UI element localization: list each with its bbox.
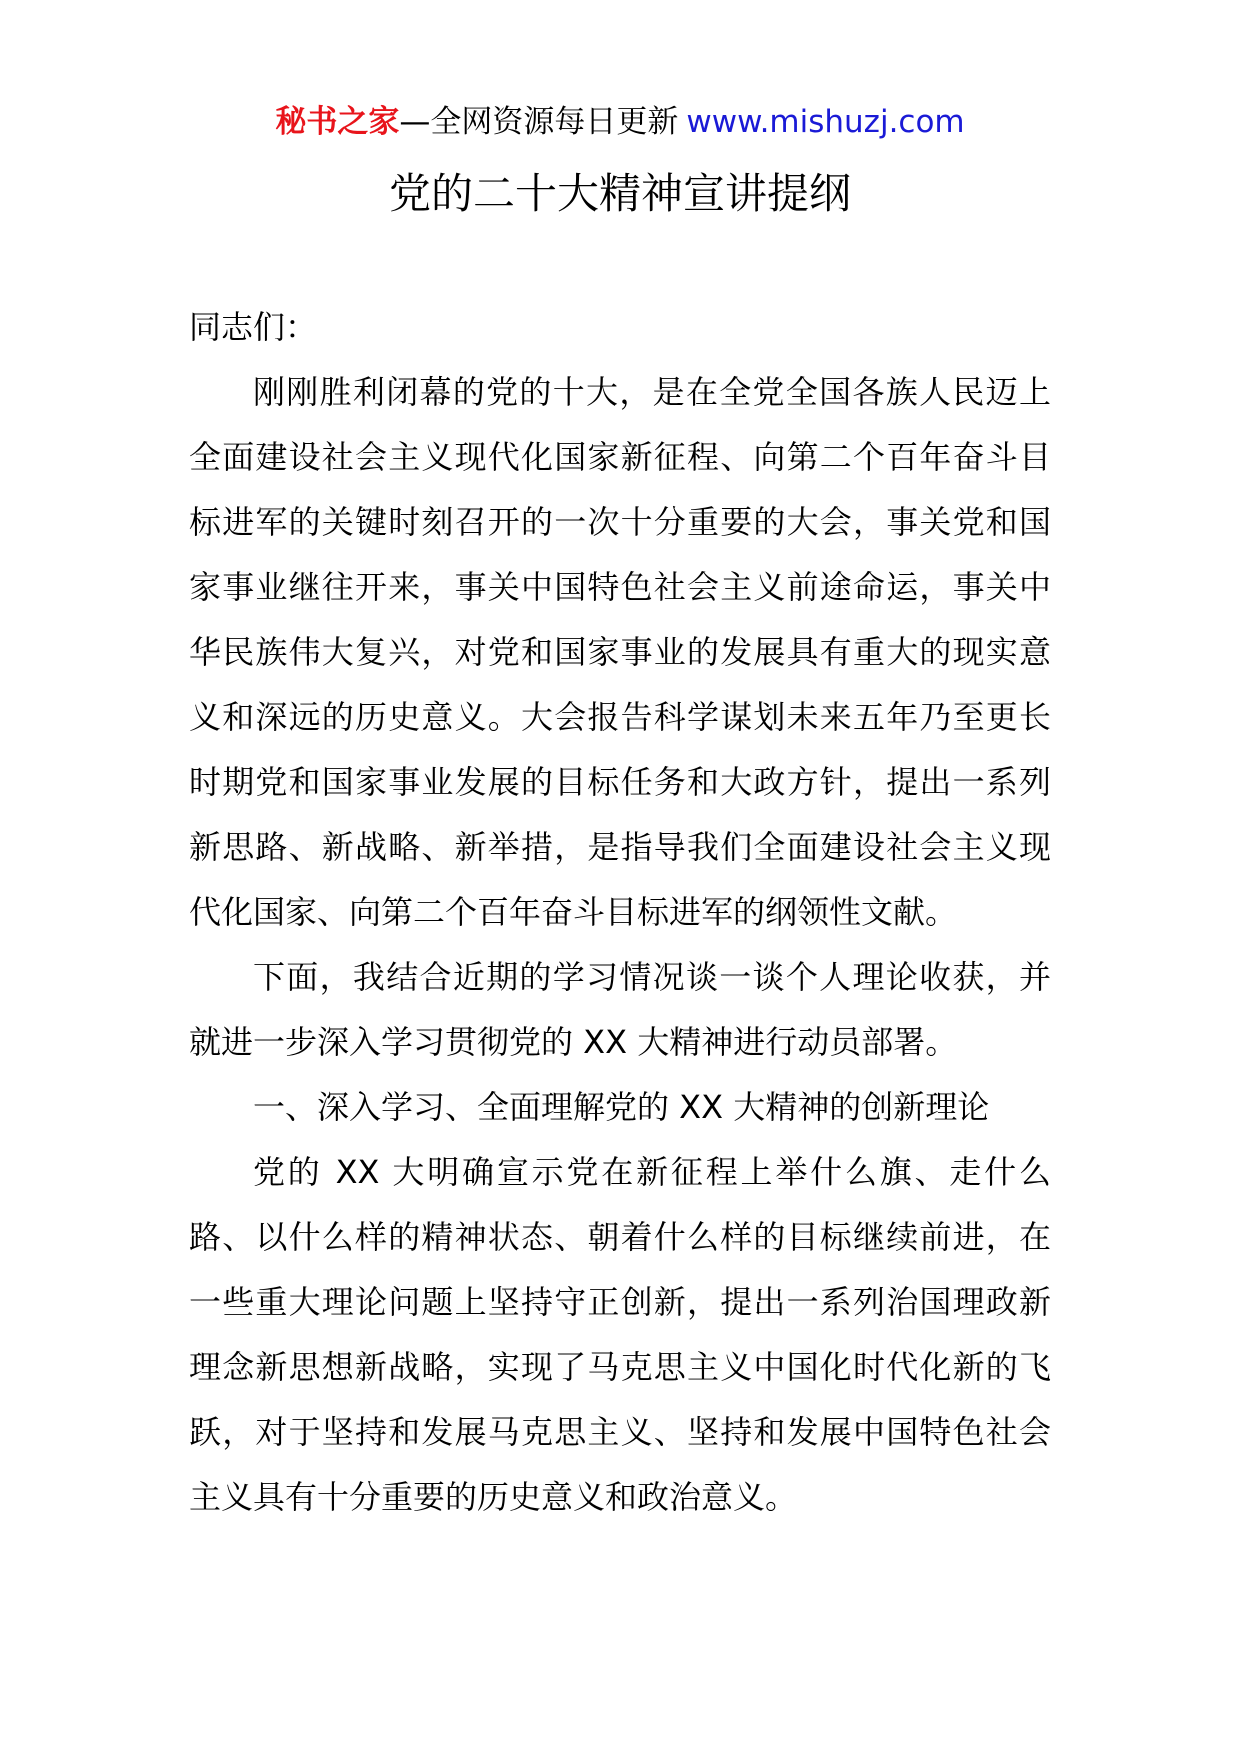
site-header [0, 100, 1240, 144]
paragraph-outline: 下面，我结合近期的学习情况谈一谈个人理论收获，并就进一步深入学习贯彻党的 XX 大精神进行动员部署。 [189, 958, 1051, 1061]
paragraph-section-1: 党的 XX 大明确宣示党在新征程上举什么旗、走什么路、以什么样的精神状态、朝着什么样的目标继续前进，在一些重大理论问题上坚持守正创新，提出一系列治国理政新理念新思想新战略，实现了马克思主义中国化时代化新的飞跃，对于坚持和发展马克思主义、坚持和发展中国特色社会主义具有十分重要的历史意义和政治意义。 [189, 1153, 1051, 1516]
brand-slogan: —全网资源每日更新 [399, 104, 679, 140]
section-heading-1: 一、深入学习、全面理解党的 XX 大精神的创新理论 [253, 1088, 990, 1126]
document-title: 党的二十大精神宣讲提纲 [388, 169, 851, 218]
salutation: 同志们： [189, 308, 318, 346]
site-url-link[interactable]: www.mishuzj.com [686, 104, 965, 140]
paragraph-intro: 刚刚胜利闭幕的党的十大，是在全党全国各族人民迈上全面建设社会主义现代化国家新征程、向第二个百年奋斗目标进军的关键时刻召开的一次十分重要的大会，事关党和国家事业继往开来，事关中国特色社会主义前途命运，事关中华民族伟大复兴，对党和国家事业的发展具有重大的现实意义和深远的历史意义。大会报告科学谋划未来五年乃至更长时期党和国家事业发展的目标任务和大政方针，提出一系列新思路、新战略、新举措，是指导我们全面建设社会主义现代化国家、向第二个百年奋斗目标进军的纲领性文献。 [189, 373, 1051, 931]
brand-name: 秘书之家 [275, 104, 400, 140]
document-body [189, 295, 1051, 1530]
